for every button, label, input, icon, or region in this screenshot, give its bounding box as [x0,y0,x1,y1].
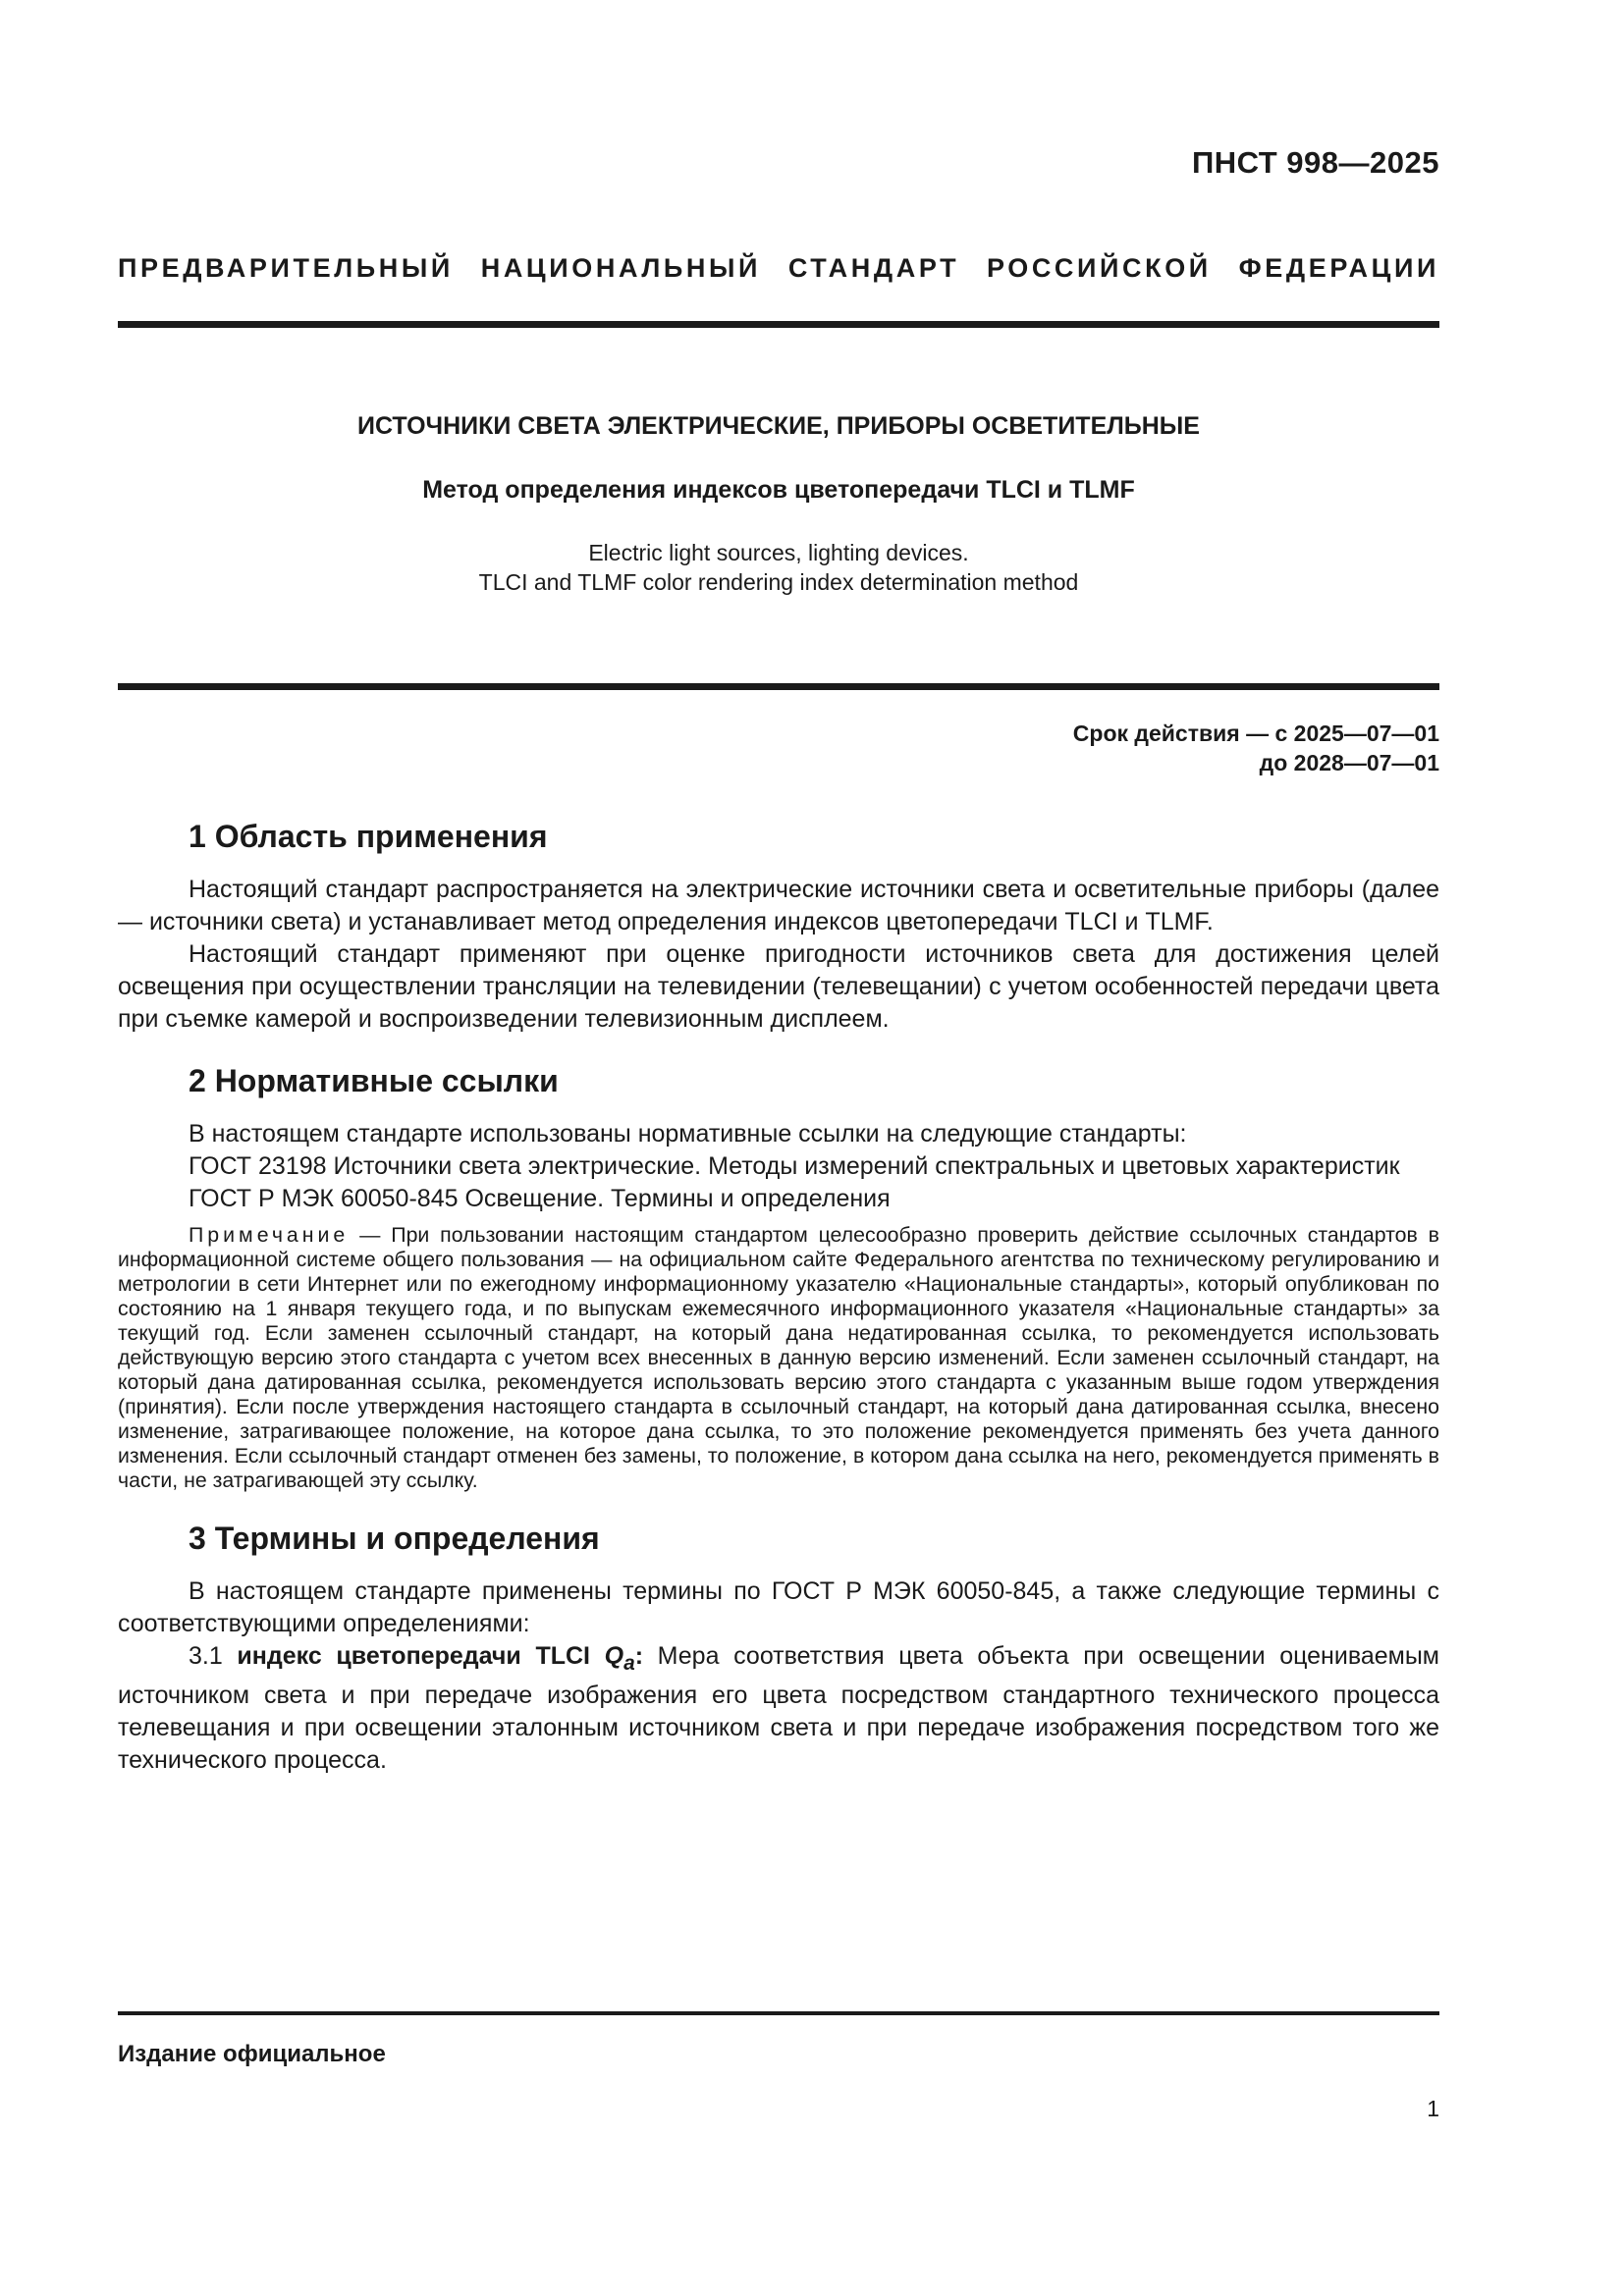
term-definition: Мера соответствия цвета объекта при освещении оцениваемым источником света и при передаче изображения его цвета посредством стандартного технического процесса телевещания и при освещении эталонным источником света и при передаче изображения посредством того же технического процесса. [118,1642,1439,1774]
reference-gost-23198: ГОСТ 23198 Источники света электрические. Методы измерений спектральных и цветовых характеристик [189,1152,1400,1180]
term-number: 3.1 [189,1642,223,1670]
section-2-paragraph-1: В настоящем стандарте использованы нормативные ссылки на следующие стандарты: [189,1120,1187,1148]
standard-designation: ПНСТ 998—2025 [1191,145,1439,180]
official-edition-label: Издание официальное [118,2041,386,2067]
note-label: Примечание [189,1223,350,1247]
section-2-heading: 2 Нормативные ссылки [189,1063,559,1098]
english-title [118,538,1439,597]
header-rule [118,321,1439,328]
section-2-note [118,1223,1439,1493]
document-main-title: ИСТОЧНИКИ СВЕТА ЭЛЕКТРИЧЕСКИЕ, ПРИБОРЫ ОСВЕТИТЕЛЬНЫЕ [357,412,1200,440]
section-1-paragraph-1: Настоящий стандарт распространяется на электрические источники света и осветительные приборы (далее — источники света) и устанавливает метод определения индексов цветопередачи TLCI и TLMF. [118,876,1439,935]
title-rule [118,683,1439,690]
reference-gost-r-iec-60050-845: ГОСТ Р МЭК 60050-845 Освещение. Термины и определения [189,1185,891,1212]
page-number: 1 [1427,2096,1439,2121]
validity-end: до 2028—07—01 [1259,750,1439,775]
validity-period [1073,719,1439,777]
term-name: индекс цветопередачи TLCI [237,1642,590,1670]
document-page [118,0,1439,2296]
validity-start: Срок действия — с 2025—07—01 [1072,721,1439,746]
document-body [118,813,1439,1777]
term-3-1 [118,1640,1439,1777]
term-symbol: Q [604,1642,624,1670]
document-subtitle: Метод определения индексов цветопередачи TLCI и TLMF [422,476,1135,504]
section-3-heading: 3 Термины и определения [189,1521,600,1556]
english-title-line-2: TLCI and TLMF color rendering index determination method [478,569,1079,595]
english-title-line-1: Electric light sources, lighting devices. [588,540,969,565]
section-3-paragraph-1: В настоящем стандарте применены термины по ГОСТ Р МЭК 60050-845, а также следующие термины с соответствующими определениями: [118,1577,1439,1637]
section-1-paragraph-2: Настоящий стандарт применяют при оценке пригодности источников света для достижения целей освещения при осуществлении трансляции на телевидении (телевещании) с учетом особенностей передачи цвета при съемке камерой и воспроизведении телевизионным дисплеем. [118,940,1439,1033]
section-1-heading: 1 Область применения [189,819,548,854]
organization-title: ПРЕДВАРИТЕЛЬНЫЙ НАЦИОНАЛЬНЫЙ СТАНДАРТ РОССИЙСКОЙ ФЕДЕРАЦИИ [118,253,1439,283]
term-colon: : [634,1642,644,1670]
term-subscript: a [623,1652,635,1675]
note-text: — При пользовании настоящим стандартом целесообразно проверить действие ссылочных стандартов в информационной системе общего пользования — на официальном сайте Федерального агентства по техническому регулированию и метрологии в сети Интернет или по ежегодному информационному указателю «Национальные стандарты», который опубликован по состоянию на 1 января текущего года, и по выпускам ежемесячного информационного указателя «Национальные стандарты» за текущий год. Если заменен ссылочный стандарт, на который дана недатированная ссылка, то рекомендуется использовать действующую версию этого стандарта с учетом всех внесенных в данную версию изменений. Если заменен ссылочный стандарт, на который дана датированная ссылка, рекомендуется использовать версию этого стандарта с указанным выше годом утверждения (принятия). Если после утверждения настоящего стандарта в ссылочный стандарт, на который дана датированная ссылка, внесено изменение, затрагивающее положение, на которое дана ссылка, то это положение рекомендуется применять без учета данного изменения. Если ссылочный стандарт отменен без замены, то положение, в котором дана ссылка на него, рекомендуется применять в части, не затрагивающей эту ссылку. [118,1223,1439,1492]
footer-rule [118,2011,1439,2015]
